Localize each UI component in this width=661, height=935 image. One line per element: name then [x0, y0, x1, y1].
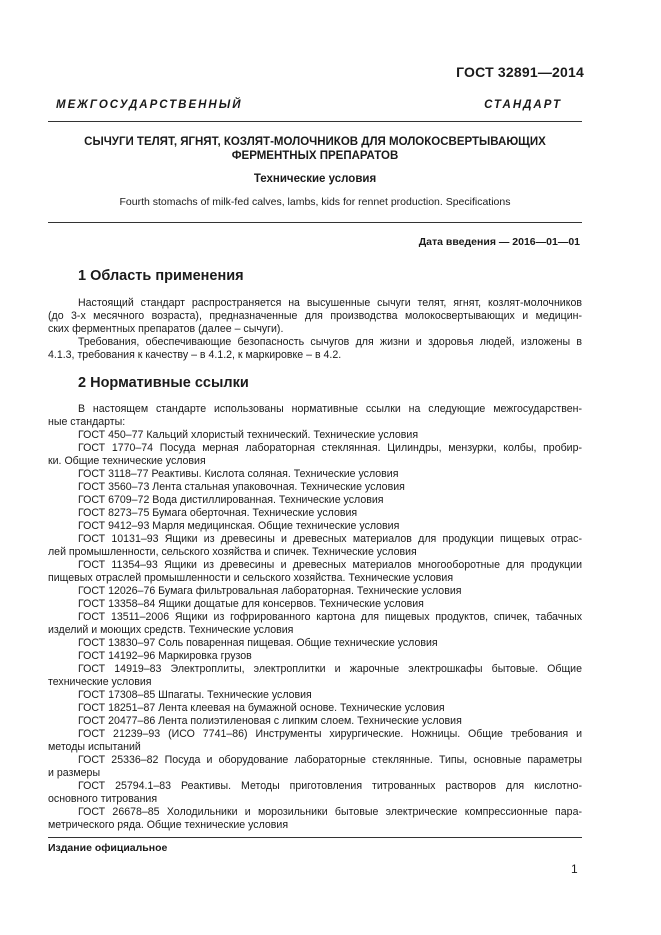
text-line: ГОСТ 13511–2006 Ящики из гофрированного картона для пищевых продуктов, спичек, табачных	[78, 611, 582, 623]
text-line: ные стандарты:	[48, 416, 126, 428]
text-line: Требования, обеспечивающие безопасность сычугов для жизни и здоровья людей, изложены в	[78, 336, 582, 348]
text-line: ГОСТ 25794.1–83 Реактивы. Методы приготовления титрованных растворов для кислотно-	[78, 780, 582, 792]
text-line: изделий и моющих средств. Технические условия	[48, 624, 294, 636]
text-line: основного титрования	[48, 793, 158, 805]
text-line: ГОСТ 25336–82 Посуда и оборудование лабораторные стеклянные. Типы, основные параметры	[78, 754, 582, 766]
text-line: лей промышленности, сельского хозяйства и спичек. Технические условия	[48, 546, 417, 558]
title-line-2: ФЕРМЕНТНЫХ ПРЕПАРАТОВ	[231, 150, 399, 162]
interstate-standard-label: МЕЖГОСУДАРСТВЕННЫЙ СТАНДАРТ	[56, 99, 562, 111]
text-line: В настоящем стандарте использованы нормативные ссылки на следующие межгосударствен-	[78, 403, 582, 415]
text-line: ГОСТ 12026–76 Бумага фильтровальная лабораторная. Технические условия	[78, 585, 462, 597]
text-line: ГОСТ 10131–93 Ящики из древесины и древесных материалов для продукции пищевых отрас-	[78, 533, 582, 545]
section-2-heading: 2 Нормативные ссылки	[78, 375, 249, 391]
document-title	[56, 135, 574, 163]
header-rule	[48, 121, 582, 122]
introduction-date: Дата введения — 2016—01—01	[418, 236, 580, 248]
section-2-body	[48, 403, 582, 832]
document-subtitle: Технические условия	[253, 173, 377, 185]
text-line: пищевых отраслей промышленности и сельского хозяйства. Технические условия	[48, 572, 454, 584]
text-line: ГОСТ 11354–93 Ящики из древесины и древесных материалов многооборотные для продукции	[78, 559, 582, 571]
text-line: ГОСТ 1770–74 Посуда мерная лабораторная стеклянная. Цилиндры, мензурки, колбы, пробир-	[78, 442, 582, 454]
footer-rule	[48, 837, 582, 838]
text-line: метрического ряда. Общие технические условия	[48, 819, 289, 831]
text-line: ГОСТ 21239–93 (ИСО 7741–86) Инструменты хирургические. Ножницы. Общие требования и	[78, 728, 582, 740]
edition-label: Издание официальное	[48, 842, 168, 854]
text-line: 4.1.3, требования к качеству – в 4.1.2, к маркировке – в 4.2.	[48, 349, 342, 361]
text-line: ГОСТ 18251–87 Лента клеевая на бумажной основе. Технические условия	[78, 702, 445, 714]
text-line: ГОСТ 450–77 Кальций хлористый технический. Технические условия	[78, 429, 419, 441]
text-line: ГОСТ 26678–85 Холодильники и морозильники бытовые электрические компрессионные пара-	[78, 806, 582, 818]
text-line: ГОСТ 17308–85 Шпагаты. Технические условия	[78, 689, 312, 701]
english-title: Fourth stomachs of milk-fed calves, lambs, kids for rennet production. Specifications	[119, 196, 511, 208]
title-line-1: СЫЧУГИ ТЕЛЯТ, ЯГНЯТ, КОЗЛЯТ-МОЛОЧНИКОВ ДЛЯ МОЛОКОСВЕРТЫВАЮЩИХ	[84, 136, 546, 148]
section-1-body	[48, 297, 582, 362]
text-line: ГОСТ 9412–93 Марля медицинская. Общие технические условия	[78, 520, 400, 532]
text-line: ГОСТ 3118–77 Реактивы. Кислота соляная. Технические условия	[78, 468, 399, 480]
text-line: (до 3-х месячного возраста), предназначенные для производства молокосвертывающих и медицин-	[48, 310, 582, 322]
text-line: ГОСТ 14919–83 Электроплиты, электроплитки и жарочные электрошкафы бытовые. Общие	[78, 663, 582, 675]
text-line: ГОСТ 20477–86 Лента полиэтиленовая с липким слоем. Технические условия	[78, 715, 462, 727]
section-1-heading: 1 Область применения	[78, 268, 244, 284]
text-line: ГОСТ 13358–84 Ящики дощатые для консервов. Технические условия	[78, 598, 424, 610]
text-line: ГОСТ 6709–72 Вода дистиллированная. Технические условия	[78, 494, 384, 506]
document-code: ГОСТ 32891—2014	[456, 64, 584, 80]
text-line: ки. Общие технические условия	[48, 455, 206, 467]
title-rule	[48, 222, 582, 223]
text-line: Настоящий стандарт распространяется на высушенные сычуги телят, ягнят, козлят-молочников	[78, 297, 582, 309]
text-line: ГОСТ 14192–96 Маркировка грузов	[78, 650, 252, 662]
text-line: и размеры	[48, 767, 101, 779]
text-line: ГОСТ 13830–97 Соль поваренная пищевая. Общие технические условия	[78, 637, 438, 649]
text-line: ГОСТ 3560–73 Лента стальная упаковочная. Технические условия	[78, 481, 405, 493]
text-line: технические условия	[48, 676, 152, 688]
text-line: ГОСТ 8273–75 Бумага оберточная. Технические условия	[78, 507, 358, 519]
text-line: методы испытаний	[48, 741, 141, 753]
page-number: 1	[571, 862, 578, 876]
text-line: ских ферментных препаратов (далее – сычуги).	[48, 323, 284, 335]
